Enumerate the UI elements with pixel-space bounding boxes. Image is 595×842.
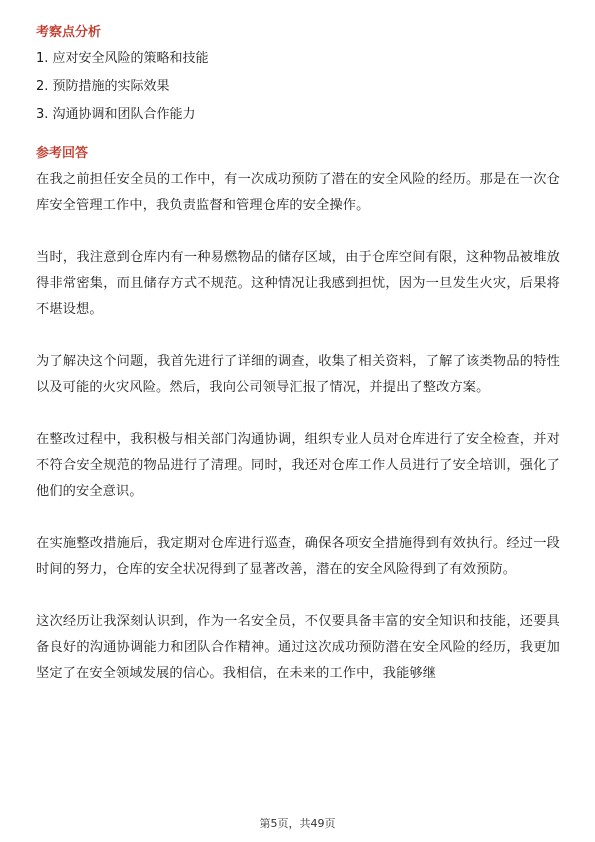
page-number: 第5页，共49页	[259, 817, 336, 830]
analysis-heading: 考察点分析	[36, 25, 102, 40]
answer-paragraph: 当时，我注意到仓库内有一种易燃物品的储存区域，由于仓库空间有限，这种物品被堆放得非常密集，而且储存方式不规范。这种情况让我感到担忧，因为一旦发生火灾，后果将不堪设想。	[36, 250, 560, 317]
answer-body	[36, 167, 560, 713]
analysis-point: 2. 预防措施的实际效果	[36, 79, 170, 94]
answer-paragraph: 在整改过程中，我积极与相关部门沟通协调，组织专业人员对仓库进行了安全检查，并对不符合安全规范的物品进行了清理。同时，我还对仓库工作人员进行了安全培训，强化了他们的安全意识。	[36, 432, 560, 499]
analysis-point: 1. 应对安全风险的策略和技能	[36, 51, 209, 66]
answer-paragraph: 为了解决这个问题，我首先进行了详细的调查，收集了相关资料，了解了该类物品的特性以及可能的火灾风险。然后，我向公司领导汇报了情况，并提出了整改方案。	[36, 354, 560, 395]
analysis-points-list	[36, 50, 209, 134]
analysis-point: 3. 沟通协调和团队合作能力	[36, 107, 196, 122]
answer-paragraph: 在我之前担任安全员的工作中，有一次成功预防了潜在的安全风险的经历。那是在一次仓库安全管理工作中，我负责监督和管理仓库的安全操作。	[36, 172, 560, 213]
answer-heading: 参考回答	[36, 146, 89, 161]
answer-paragraph: 在实施整改措施后，我定期对仓库进行巡查，确保各项安全措施得到有效执行。经过一段时间的努力，仓库的安全状况得到了显著改善，潜在的安全风险得到了有效预防。	[36, 536, 560, 577]
answer-paragraph: 这次经历让我深刻认识到，作为一名安全员，不仅要具备丰富的安全知识和技能，还要具备良好的沟通协调能力和团队合作精神。通过这次成功预防潜在安全风险的经历，我更加坚定了在安全领域发展的信心。我相信，在未来的工作中，我能够继	[36, 614, 560, 681]
